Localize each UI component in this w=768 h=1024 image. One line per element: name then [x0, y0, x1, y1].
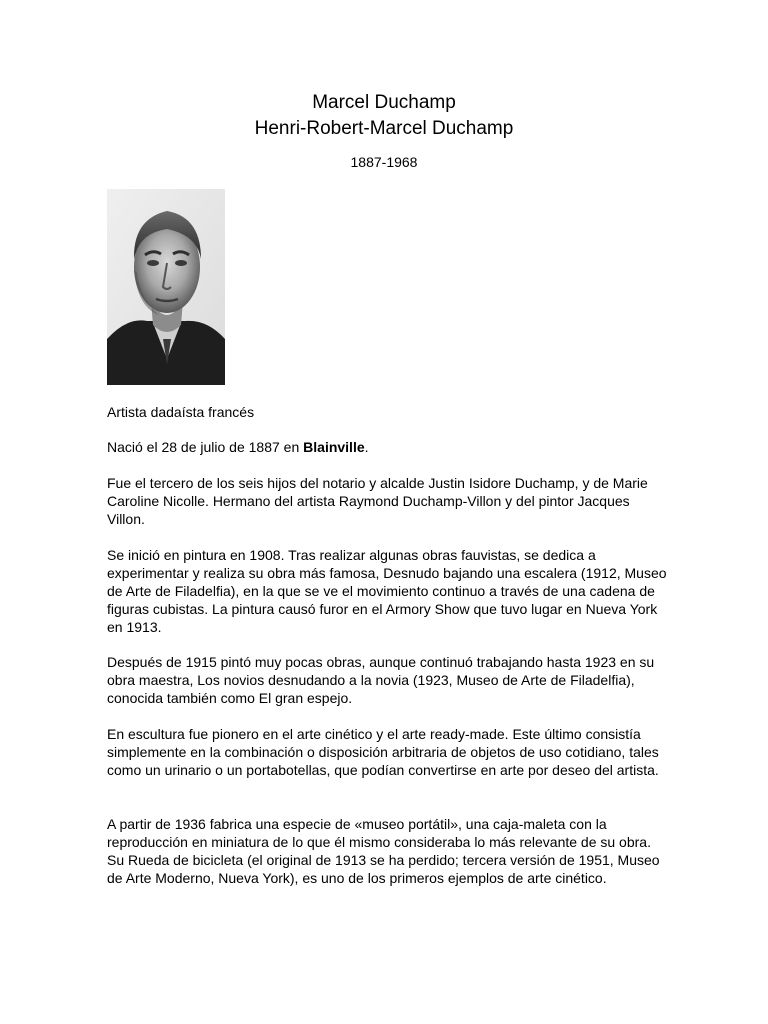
birthplace-link: Blainville: [303, 439, 365, 455]
paragraph-painting: Se inició en pintura en 1908. Tras realizar algunas obras fauvistas, se dedica a experimentar y realiza su obra más famosa, Desnudo bajando una escalera (1912, Museo de Arte de Filadelfia), en la que se ve el movimiento continuo a través de una cadena de figuras cubistas. La pintura causó furor en el Armory Show que tuvo lugar en Nueva York en 1913.: [107, 547, 667, 635]
portrait-image: [107, 189, 225, 385]
paragraph-family: Fue el tercero de los seis hijos del notario y alcalde Justin Isidore Duchamp, y de Marie Caroline Nicolle. Hermano del artista Raymond Duchamp-Villon y del pintor Jacques Villon.: [107, 475, 648, 527]
page-title: Marcel Duchamp: [312, 92, 456, 113]
life-dates: 1887-1968: [350, 154, 418, 170]
birth-text-end: .: [364, 439, 369, 455]
paragraph-nationality: Artista dadaísta francés: [107, 404, 255, 420]
paragraph-late-works: Después de 1915 pintó muy pocas obras, aunque continuó trabajando hasta 1923 en su obra maestra, Los novios desnudando a la novia (1923, Museo de Arte de Filadelfia), conocida también como El gran espejo.: [107, 654, 655, 706]
page-subtitle: Henri-Robert-Marcel Duchamp: [254, 118, 514, 139]
paragraph-birth: [107, 438, 667, 456]
paragraph-museum: A partir de 1936 fabrica una especie de «museo portátil», una caja-maleta con la reproducción en miniatura de lo que él mismo consideraba lo más relevante de su obra. Su Rueda de bicicleta (el original de 1913 se ha perdido; tercera versión de 1951, Museo de Arte Moderno, Nueva York), es uno de los primeros ejemplos de arte cinético.: [107, 816, 660, 886]
portrait-photo: [107, 189, 225, 385]
paragraph-sculpture: En escultura fue pionero en el arte cinético y el arte ready-made. Este último consistía simplemente en la combinación o disposición arbitraria de objetos de uso cotidiano, tales como un urinario o un portabotellas, que podían convertirse en arte por deseo del artista.: [107, 726, 659, 778]
birth-text: Nació el 28 de julio de 1887 en: [107, 439, 304, 455]
